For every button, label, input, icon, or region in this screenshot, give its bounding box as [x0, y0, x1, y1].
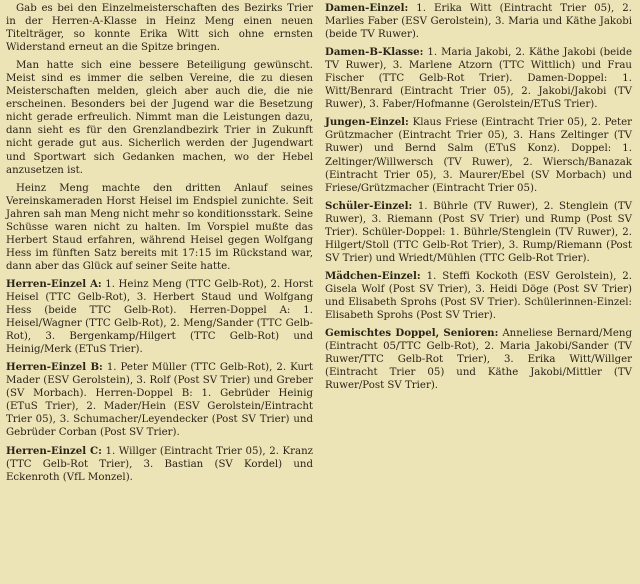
participation-paragraph: Man hatte sich eine bessere Beteiligung gewünscht. Meist sind es immer die selben Vereine, die zu diesen Meisterschaften melden, gleich aber auch die, die nie erscheinen. Besonders bei der Jugend war die Besetzung nicht gerade erfreulich. Nimmt man die Leistungen dazu, dann sieht es für den Grenzlandbezirk Trier in Zukunft nicht gerade gut aus. Sicherlich werden der Jugendwart und Sportwart sich Gedanken machen, wo der Hebel anzusetzen ist. — [6, 60, 313, 176]
left-column — [6, 2, 313, 584]
result-heading: Herren-Einzel C: — [6, 444, 102, 457]
result-heading: Herren-Einzel B: — [6, 361, 103, 374]
result-text: 1. Peter Müller (TTC Gelb-Rot), 2. Kurt Mader (ESV Gerolstein), 3. Rolf (Post SV Trier) und Greber (SV Morbach). Herren-Doppel B: 1. Gebrüder Heinig (ETuS Trier), 2. Mader/Hein (ESV Gerolstein/Eintracht Trier 05), 3. Schumacher/Leyendecker (Post SV Trier) und Gebrüder Corban (Post SV Trier). — [6, 362, 313, 439]
result-text: Klaus Friese (Eintracht Trier 05), 2. Peter Grützmacher (Eintracht Trier 05), 3. Hans Zeltinger (TV Ruwer) und Bernd Salm (ETuS Konz). Doppel: 1. Zeltinger/Willwersch (TV Ruwer), 2. Wiersch/Banazak (Eintracht Trier 05), 3. Maurer/Ebel (SV Morbach) und Friese/Grützmacher (Eintracht Trier 05). — [325, 117, 632, 194]
result-text: 1. Steffi Kockoth (ESV Gerolstein), 2. Gisela Wolf (Post SV Trier), 3. Heidi Döge (Post SV Trier) und Elisabeth Sprohs (Post SV Trier). Schülerinnen-Einzel: Elisabeth Sprohs (Post SV Trier). — [325, 270, 632, 322]
result-text: 1. Bührle (TV Ruwer), 2. Stenglein (TV Ruwer), 3. Riemann (Post SV Trier) und Rump (Post SV Trier). Schüler-Doppel: 1. Bührle/Stenglein (TV Ruwer), 2. Hilgert/Stoll (TTC Gelb-Rot Trier), 3. Rump/Riemann (Post SV Trier) und Wriedt/Mühlen (TTC Gelb-Rot Trier). — [325, 200, 632, 264]
result-heading: Jungen-Einzel: — [325, 116, 409, 129]
result-herren-a — [6, 278, 313, 356]
result-damen — [325, 2, 632, 41]
result-heading: Schüler-Einzel: — [325, 199, 413, 212]
result-text: 1. Willger (Eintracht Trier 05), 2. Kranz (TTC Gelb-Rot Trier), 3. Bastian (SV Kordel) und Eckenroth (VfL Monzel). — [6, 445, 314, 483]
result-damen-b — [325, 46, 632, 111]
result-schueler — [325, 200, 632, 265]
intro-paragraph: Gab es bei den Einzelmeisterschaften des Bezirks Trier in der Herren-A-Klasse in Heinz Meng einen neuen Titelträger, so konnte Erika Witt sich ohne ernsten Widerstand erneut an die Spitze bringen. — [6, 3, 313, 54]
result-maedchen — [325, 270, 632, 322]
result-heading: Damen-Einzel: — [325, 2, 409, 14]
result-text: Anneliese Bernard/Meng (Eintracht 05/TTC Gelb-Rot), 2. Maria Jakobi/Sander (TV Ruwer/TTC Gelb-Rot Trier), 3. Erika Witt/Willger (Eintracht Trier 05) und Käthe Jakobi/Mittler (TV Ruwer/Post SV Trier). — [325, 328, 632, 392]
result-heading: Herren-Einzel A: — [6, 277, 102, 290]
result-heading: Gemischtes Doppel, Senioren: — [325, 327, 499, 340]
result-text: 1. Erika Witt (Eintracht Trier 05), 2. Marlies Faber (ESV Gerolstein), 3. Maria und Käthe Jakobi (beide TV Ruwer). — [325, 3, 632, 41]
result-heading: Damen-B-Klasse: — [325, 46, 424, 59]
result-gemischt — [325, 327, 632, 392]
right-column — [325, 2, 632, 584]
result-text: 1. Heinz Meng (TTC Gelb-Rot), 2. Horst Heisel (TTC Gelb-Rot), 3. Herbert Staud und Wolfgang Hess (beide TTC Gelb-Rot). Herren-Doppel A: 1. Heisel/Wagner (TTC Gelb-Rot), 2. Meng/Sander (TTC Gelb-Rot), 3. Bergenkamp/Hilgert (TTC Gelb-Rot) und Heinig/Merk (ETuS Trier). — [6, 278, 313, 356]
result-text: 1. Maria Jakobi, 2. Käthe Jakobi (beide TV Ruwer), 3. Marlene Atzorn (TTC Wittlich) und Frau Fischer (TTC Gelb-Rot Trier). Damen-Doppel: 1. Witt/Benrard (Eintracht Trier 05), 2. Jakobi/Jakobi (TV Ruwer), 3. Faber/Hofmanne (Gerolstein/ETuS Trier). — [325, 47, 632, 111]
result-jungen — [325, 116, 632, 194]
final-report-paragraph: Heinz Meng machte den dritten Anlauf seines Vereinskameraden Horst Heisel im Endspiel zunichte. Seit Jahren sah man Meng nicht mehr so konditionsstark. Seine Schüsse waren nicht zu halten. Im Vorspiel mußte das Herbert Staud erfahren, während Heisel gegen Wolfgang Hess im fünften Satz bereits mit 17:15 im Rückstand war, dann aber das Glück auf seiner Seite hatte. — [6, 182, 313, 272]
result-herren-c — [6, 445, 313, 484]
result-heading: Mädchen-Einzel: — [325, 269, 421, 282]
result-herren-b — [6, 361, 313, 439]
